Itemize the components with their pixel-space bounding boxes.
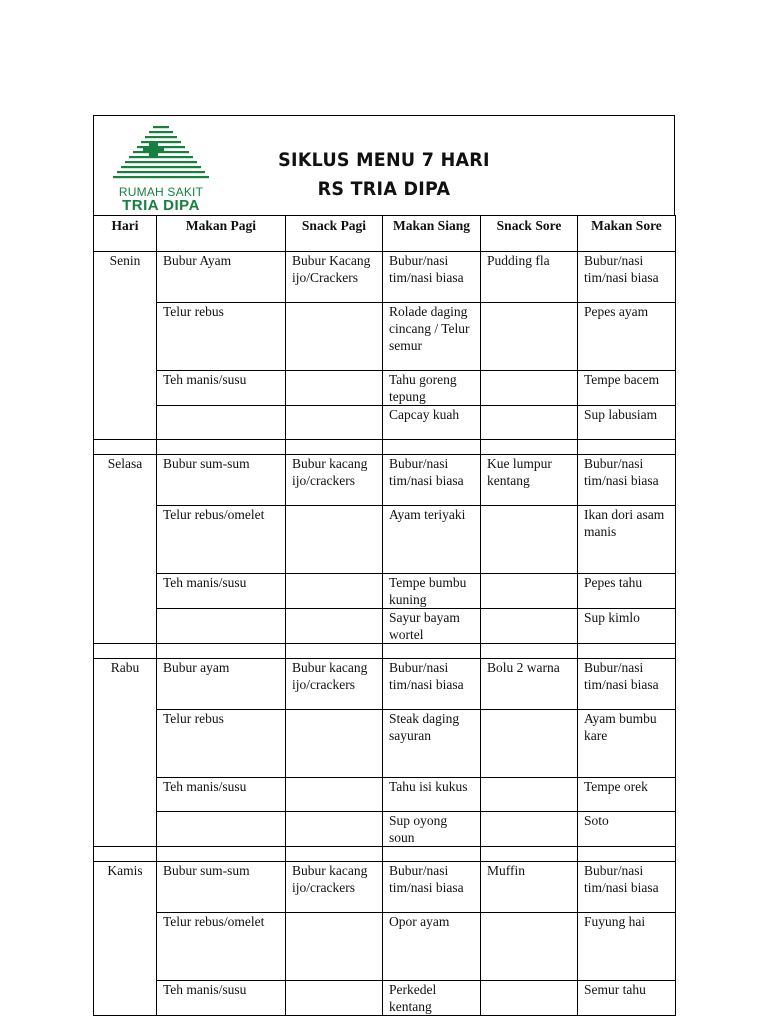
menu-cell: Teh manis/susu [157,778,286,812]
spacer-row [94,847,676,862]
menu-cell: Sup kimlo [578,609,676,644]
spacer-cell [157,644,286,659]
table-row [94,710,676,778]
title-line1: SIKLUS MENU 7 HARI [278,149,490,171]
menu-cell: Teh manis/susu [157,574,286,609]
menu-cell: Steak daging sayuran [383,710,481,778]
menu-cell: Ikan dori asam manis [578,506,676,574]
menu-cell: Ayam teriyaki [383,506,481,574]
menu-document [93,115,675,1016]
table-row [94,778,676,812]
menu-cell: Bubur kacang ijo/crackers [286,862,383,913]
spacer-cell [94,847,157,862]
menu-cell: Pepes tahu [578,574,676,609]
spacer-cell [94,440,157,455]
menu-cell [481,574,578,609]
menu-cell: Muffin [481,862,578,913]
menu-cell: Telur rebus [157,710,286,778]
menu-cell: Bubur sum-sum [157,862,286,913]
spacer-cell [157,440,286,455]
menu-cell [481,812,578,847]
menu-cell: Tahu goreng tepung [383,371,481,406]
spacer-cell [383,847,481,862]
menu-cell: Opor ayam [383,913,481,981]
menu-cell [157,812,286,847]
menu-cell: Teh manis/susu [157,371,286,406]
menu-cell [481,609,578,644]
spacer-cell [157,847,286,862]
day-cell: Kamis [94,862,157,1016]
menu-cell: Bubur ayam [157,659,286,710]
column-header: Snack Pagi [286,216,383,252]
menu-cell: Bubur kacang ijo/crackers [286,455,383,506]
menu-cell: Bubur kacang ijo/crackers [286,659,383,710]
menu-cell: Rolade daging cincang / Telur semur [383,303,481,371]
menu-cell: Bubur sum-sum [157,455,286,506]
table-row [94,659,676,710]
table-row [94,506,676,574]
table-row [94,574,676,609]
menu-cell: Bubur Kacang ijo/Crackers [286,252,383,303]
menu-cell [481,406,578,440]
menu-cell: Tempe orek [578,778,676,812]
menu-table [93,215,676,1016]
column-header: Snack Sore [481,216,578,252]
spacer-row [94,440,676,455]
menu-cell [286,574,383,609]
spacer-cell [383,644,481,659]
table-row [94,862,676,913]
menu-cell: Tempe bacem [578,371,676,406]
spacer-cell [286,440,383,455]
spacer-cell [481,847,578,862]
column-header: Makan Siang [383,216,481,252]
menu-cell: Bubur/nasi tim/nasi biasa [578,252,676,303]
menu-cell: Telur rebus/omelet [157,506,286,574]
menu-cell: Bolu 2 warna [481,659,578,710]
menu-cell: Bubur/nasi tim/nasi biasa [578,659,676,710]
menu-cell: Pepes ayam [578,303,676,371]
hospital-logo [106,124,216,214]
menu-cell: Teh manis/susu [157,981,286,1016]
menu-cell: Perkedel kentang [383,981,481,1016]
spacer-cell [578,644,676,659]
menu-cell: Bubur/nasi tim/nasi biasa [383,252,481,303]
spacer-cell [94,644,157,659]
menu-cell [481,506,578,574]
document-header [93,115,675,215]
menu-cell: Sup labusiam [578,406,676,440]
menu-cell: Telur rebus/omelet [157,913,286,981]
day-cell: Selasa [94,455,157,644]
menu-cell [286,981,383,1016]
table-row [94,406,676,440]
menu-cell: Fuyung hai [578,913,676,981]
menu-cell [481,778,578,812]
document-title [228,146,541,204]
menu-cell: Bubur/nasi tim/nasi biasa [578,455,676,506]
menu-cell: Bubur Ayam [157,252,286,303]
menu-cell: Bubur/nasi tim/nasi biasa [383,455,481,506]
menu-cell [286,778,383,812]
spacer-cell [286,847,383,862]
column-header: Makan Sore [578,216,676,252]
menu-cell: Tahu isi kukus [383,778,481,812]
day-cell: Rabu [94,659,157,847]
menu-cell [481,303,578,371]
spacer-cell [481,644,578,659]
menu-cell: Capcay kuah [383,406,481,440]
table-row [94,303,676,371]
menu-cell: Tempe bumbu kuning [383,574,481,609]
menu-cell [286,609,383,644]
menu-cell: Semur tahu [578,981,676,1016]
menu-cell [286,710,383,778]
table-row [94,981,676,1016]
menu-cell: Bubur/nasi tim/nasi biasa [383,862,481,913]
menu-cell [286,913,383,981]
column-header: Hari [94,216,157,252]
menu-cell: Bubur/nasi tim/nasi biasa [383,659,481,710]
spacer-cell [481,440,578,455]
menu-table-body [94,252,676,1016]
spacer-cell [286,644,383,659]
menu-cell: Ayam bumbu kare [578,710,676,778]
day-cell: Senin [94,252,157,440]
table-row [94,371,676,406]
menu-cell [481,710,578,778]
menu-cell [481,371,578,406]
menu-cell [286,506,383,574]
menu-cell: Telur rebus [157,303,286,371]
title-line2: RS TRIA DIPA [317,178,451,200]
logo-text-line1: RUMAH SAKIT [118,185,204,199]
table-row [94,913,676,981]
menu-cell [286,371,383,406]
column-header: Makan Pagi [157,216,286,252]
menu-cell: Soto [578,812,676,847]
menu-cell: Sup oyong soun [383,812,481,847]
spacer-cell [383,440,481,455]
table-row [94,252,676,303]
menu-cell [286,406,383,440]
table-row [94,609,676,644]
spacer-cell [578,847,676,862]
menu-cell [481,981,578,1016]
menu-cell: Sayur bayam wortel [383,609,481,644]
menu-cell: Pudding fla [481,252,578,303]
menu-cell [157,609,286,644]
menu-cell: Kue lumpur kentang [481,455,578,506]
logo-text-line2: TRIA DIPA [122,197,200,214]
logo-pyramid-icon [106,124,216,184]
menu-cell [481,913,578,981]
spacer-row [94,644,676,659]
table-header-row [94,216,676,252]
menu-cell: Bubur/nasi tim/nasi biasa [578,862,676,913]
menu-cell [286,303,383,371]
menu-cell [286,812,383,847]
spacer-cell [578,440,676,455]
table-row [94,812,676,847]
table-row [94,455,676,506]
menu-cell [157,406,286,440]
